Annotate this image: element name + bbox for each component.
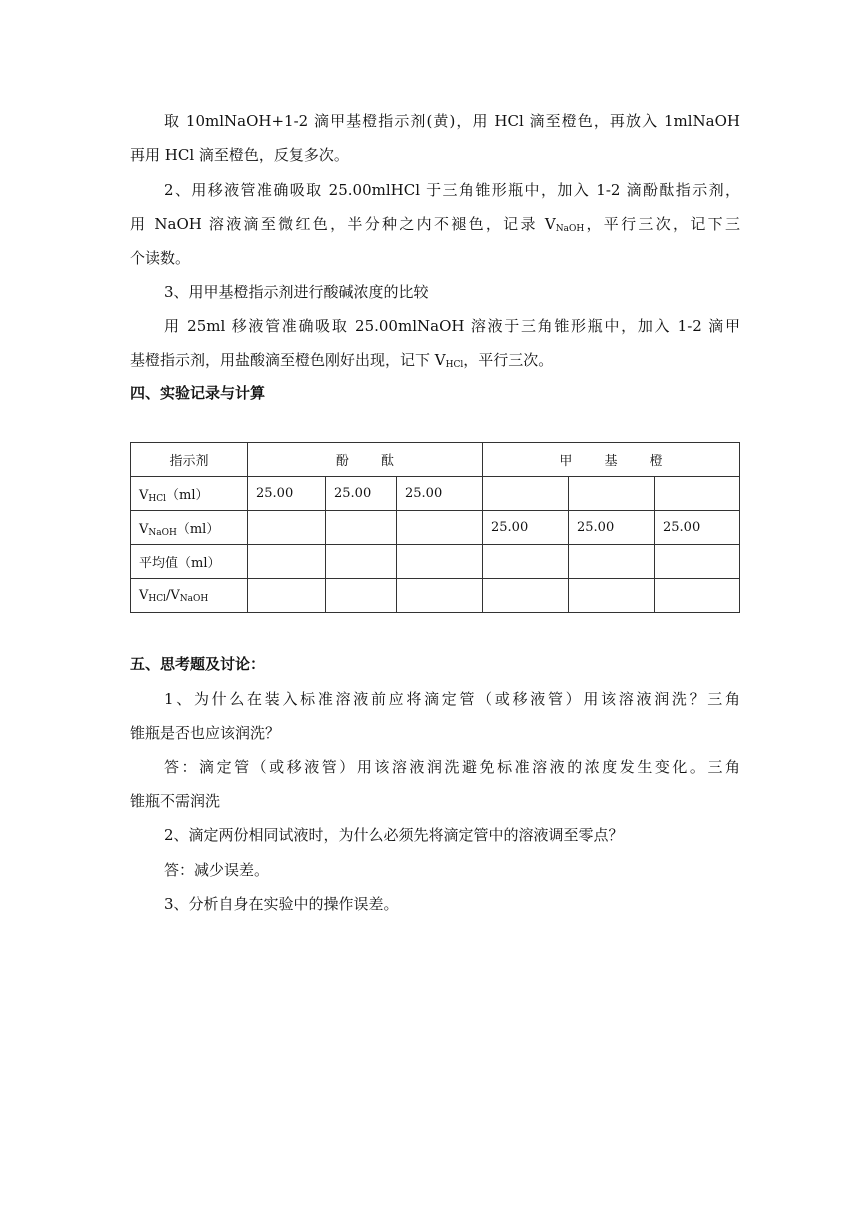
- question-line: 2、滴定两份相同试液时，为什么必须先将滴定管中的溶液调至零点？: [164, 826, 624, 844]
- text-fragment: 基橙指示剂，用盐酸滴至橙色刚好出现，记下 V: [130, 351, 446, 369]
- text-fragment: 用 NaOH 溶液滴至微红色，半分种之内不褪色，记录 V: [130, 215, 556, 233]
- paragraph-line: [130, 214, 740, 234]
- table-cell: 25.00: [326, 477, 397, 511]
- table-row: [131, 545, 740, 579]
- label-text: V: [139, 522, 149, 537]
- table-cell: [655, 545, 740, 579]
- table-cell: [483, 545, 569, 579]
- table-cell: [248, 511, 326, 545]
- paragraph-line: 2、用移液管准确吸取 25.00mlHCl 于三角锥形瓶中，加入 1-2 滴酚酞指示剂，: [164, 181, 740, 199]
- section-heading: 五、思考题及讨论：: [130, 655, 266, 673]
- table-cell: [326, 545, 397, 579]
- table-cell: [569, 579, 655, 613]
- table-cell: [655, 477, 740, 511]
- question-line: 3、分析自身在实验中的操作误差。: [164, 895, 399, 913]
- label-subscript: HCl: [148, 594, 167, 604]
- header-indicator: 指示剂: [131, 443, 248, 477]
- question-line: 1、为什么在装入标准溶液前应将滴定管（或移液管）用该溶液润洗？三角: [164, 690, 740, 708]
- label-subscript: NaOH: [148, 528, 177, 538]
- table-cell: 25.00: [397, 477, 483, 511]
- table-row: [131, 477, 740, 511]
- table-cell: [248, 545, 326, 579]
- header-methyl-orange: [483, 443, 740, 477]
- table-cell: [397, 511, 483, 545]
- paragraph-line: 用 25ml 移液管准确吸取 25.00mlNaOH 溶液于三角锥形瓶中，加入 1-2 滴甲: [164, 317, 740, 335]
- table-cell: 25.00: [248, 477, 326, 511]
- answer-line: 答：减少误差。: [164, 861, 270, 879]
- row-label: [131, 477, 248, 511]
- header-text: 酚 酞: [335, 454, 409, 469]
- subscript: NaOH: [555, 224, 585, 234]
- table-cell: 25.00: [569, 511, 655, 545]
- table-cell: 25.00: [655, 511, 740, 545]
- answer-line: 答：滴定管（或移液管）用该溶液润洗避免标准溶液的浓度发生变化。三角: [164, 758, 740, 776]
- row-label: [131, 579, 248, 613]
- paragraph-line: 个读数。: [130, 249, 191, 267]
- section-heading: 四、实验记录与计算: [130, 384, 266, 402]
- paragraph-line: 再用 HCl 滴至橙色，反复多次。: [130, 146, 349, 164]
- table-cell: [397, 545, 483, 579]
- header-phenolphthalein: [248, 443, 483, 477]
- table-cell: [483, 477, 569, 511]
- table-cell: [483, 579, 569, 613]
- table-cell: [655, 579, 740, 613]
- text-fragment: ，平行三次，记下三: [584, 215, 740, 233]
- label-text: V: [139, 488, 149, 503]
- table-cell: [397, 579, 483, 613]
- subscript: HCl: [445, 360, 464, 370]
- table-cell: [248, 579, 326, 613]
- header-text: 甲 基 橙: [559, 454, 677, 469]
- label-text: V: [139, 588, 149, 603]
- table-cell: [326, 511, 397, 545]
- table-header-row: [131, 443, 740, 477]
- label-unit: （ml）: [176, 522, 220, 537]
- paragraph-line: [130, 350, 740, 370]
- row-label: 平均值（ml）: [131, 545, 248, 579]
- paragraph-line: 3、用甲基橙指示剂进行酸碱浓度的比较: [164, 283, 429, 301]
- table-cell: 25.00: [483, 511, 569, 545]
- label-subscript: NaOH: [179, 594, 209, 604]
- label-unit: /V: [166, 588, 180, 603]
- table-cell: [326, 579, 397, 613]
- label-unit: （ml）: [166, 488, 209, 503]
- table-row: [131, 511, 740, 545]
- paragraph-line: 取 10mlNaOH+1-2 滴甲基橙指示剂(黄)，用 HCl 滴至橙色，再放入 1mlNaOH: [164, 112, 740, 130]
- table-row: [131, 579, 740, 613]
- row-label: [131, 511, 248, 545]
- question-line: 锥瓶是否也应该润洗？: [130, 724, 281, 742]
- text-fragment: ，平行三次。: [463, 351, 554, 369]
- record-table: [130, 442, 740, 613]
- table-cell: [569, 477, 655, 511]
- answer-line: 锥瓶不需润洗: [130, 792, 221, 810]
- label-subscript: HCl: [148, 494, 167, 504]
- table-cell: [569, 545, 655, 579]
